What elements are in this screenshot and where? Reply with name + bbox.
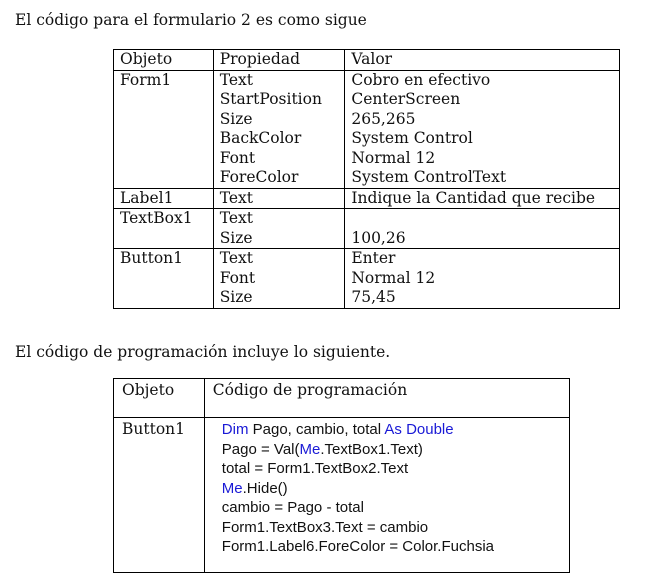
code-text: Form1.TextBox3.Text = cambio [221, 518, 429, 536]
props-header-cell: Objeto [114, 50, 214, 71]
props-property-cell: Text [213, 70, 345, 90]
code-keyword: Dim [221, 421, 249, 438]
props-property-cell: BackColor [213, 129, 345, 149]
code-object-cell: Button1 [114, 418, 205, 573]
code-header-object: Objeto [114, 379, 205, 418]
props-value-cell: Enter [345, 249, 620, 269]
props-table-row [114, 149, 620, 169]
props-value-cell: Normal 12 [345, 269, 620, 289]
props-object-cell: TextBox1 [114, 209, 214, 229]
props-property-cell: Size [213, 288, 345, 308]
props-value-cell: CenterScreen [345, 90, 620, 110]
code-line [222, 440, 569, 460]
props-object-cell [114, 110, 214, 130]
props-property-cell: StartPosition [213, 90, 345, 110]
code-text: total = Form1.TextBox2.Text [221, 460, 409, 477]
code-text: Form1.Label6.ForeColor = Color.Fuchsia [221, 538, 495, 555]
props-value-cell: Normal 12 [345, 149, 620, 169]
code-line [222, 537, 569, 557]
props-value-cell [345, 209, 620, 229]
code-block [204, 418, 569, 573]
props-value-cell: 75,45 [345, 288, 620, 308]
props-object-cell: Button1 [114, 249, 214, 269]
code-text: .Hide() [242, 479, 288, 497]
props-table-row [114, 129, 620, 149]
code-text: Pago = Val( [221, 440, 300, 458]
props-object-cell [114, 269, 214, 289]
props-object-cell: Form1 [114, 70, 214, 90]
props-header-row [114, 50, 620, 71]
props-value-cell: 265,265 [345, 110, 620, 130]
props-header-cell: Propiedad [213, 50, 345, 71]
props-table-row [114, 188, 620, 209]
code-intro-paragraph: El código de programación incluye lo siguiente. [15, 343, 391, 361]
props-property-cell: Size [213, 229, 345, 249]
props-property-cell: ForeColor [213, 168, 345, 188]
props-object-cell [114, 90, 214, 110]
code-text: Pago, cambio, total [248, 421, 385, 438]
props-table-row [114, 110, 620, 130]
props-header-cell: Valor [345, 50, 620, 71]
props-object-cell [114, 288, 214, 308]
properties-table [113, 49, 620, 309]
intro-paragraph: El código para el formulario 2 es como sigue [15, 11, 367, 29]
props-property-cell: Text [213, 188, 345, 209]
code-keyword: As Double [384, 421, 454, 438]
props-table-row [114, 90, 620, 110]
props-table-row [114, 70, 620, 90]
props-table-row [114, 229, 620, 249]
props-object-cell [114, 149, 214, 169]
props-value-cell: 100,26 [345, 229, 620, 249]
code-line [222, 498, 569, 518]
code-text: cambio = Pago - total [221, 499, 364, 516]
props-property-cell: Font [213, 269, 345, 289]
code-line [222, 518, 569, 538]
code-header-code: Código de programación [204, 379, 569, 418]
props-object-cell [114, 229, 214, 249]
props-table-row [114, 209, 620, 229]
props-value-cell: Cobro en efectivo [345, 70, 620, 90]
code-keyword: Me [299, 440, 321, 458]
props-object-cell [114, 168, 214, 188]
props-property-cell: Text [213, 209, 345, 229]
props-value-cell: Indique la Cantidad que recibe [345, 188, 620, 209]
props-table-row [114, 269, 620, 289]
props-object-cell [114, 129, 214, 149]
code-line [222, 479, 569, 499]
props-value-cell: System Control [345, 129, 620, 149]
code-table-row [114, 418, 570, 573]
code-table-header-row [114, 379, 570, 418]
code-keyword: Me [221, 479, 243, 497]
props-property-cell: Font [213, 149, 345, 169]
props-property-cell: Text [213, 249, 345, 269]
props-value-cell: System ControlText [345, 168, 620, 188]
code-text: .TextBox1.Text) [320, 440, 423, 458]
props-table-row [114, 249, 620, 269]
props-property-cell: Size [213, 110, 345, 130]
props-object-cell: Label1 [114, 188, 214, 209]
code-line [222, 420, 569, 440]
code-line [222, 459, 569, 479]
props-table-row [114, 288, 620, 308]
props-table-row [114, 168, 620, 188]
code-table [113, 378, 570, 573]
